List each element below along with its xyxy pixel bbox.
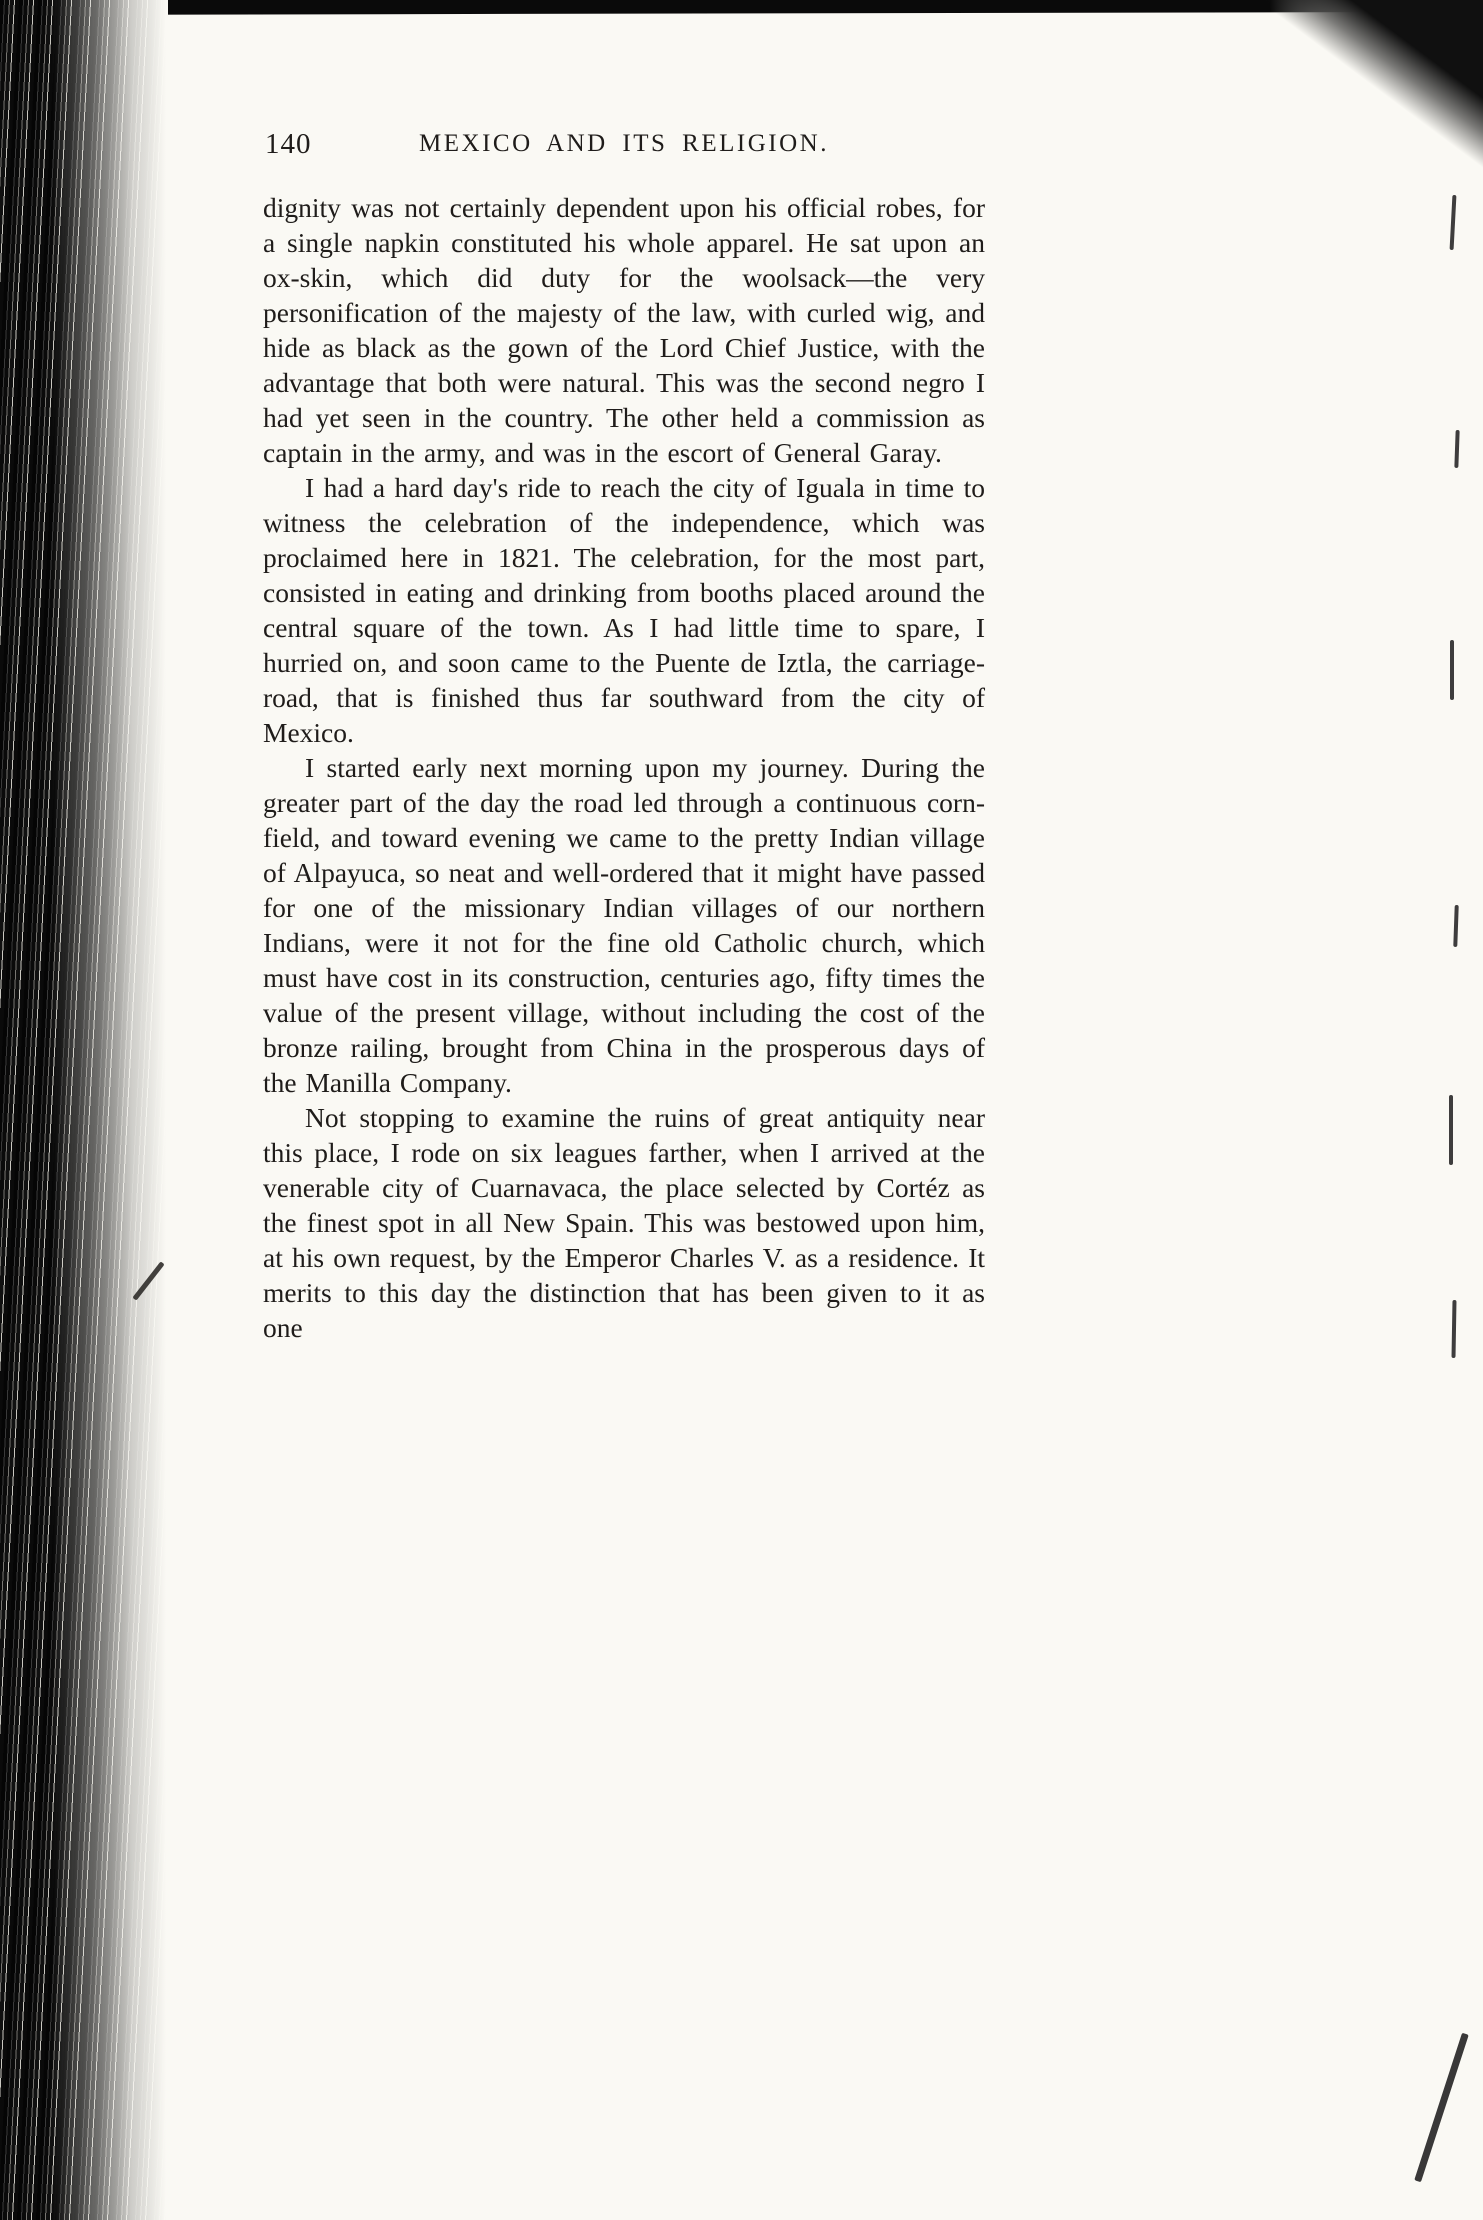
- fore-edge-mark: [1450, 640, 1454, 700]
- fore-edge-mark: [1451, 1300, 1456, 1358]
- fore-edge-mark: [1453, 905, 1458, 947]
- corner-scan-mark: [1414, 2033, 1469, 2183]
- page-number: 140: [265, 128, 312, 160]
- body-paragraph: I had a hard day's ride to reach the city of Iguala in time to witness the celebration of the independence, which was proclaimed here in 1821. The celebration, for the most part, consisted in eating and drinking from booths placed around the central square of the town. As I had little time to spare, I hurried on, and soon came to the Puente de Iztla, the carriage-road, that is finished thus far southward from the city of Mexico.: [263, 472, 985, 748]
- body-paragraph: dignity was not certainly dependent upon his official robes, for a single napkin constituted his whole apparel. He sat upon an ox-skin, which did duty for the woolsack—the very personification of the majesty of the law, with curled wig, and hide as black as the gown of the Lord Chief Justice, with the advantage that both were natural. This was the second negro I had yet seen in the country. The other held a commission as captain in the army, and was in the escort of General Garay.: [263, 192, 985, 468]
- body-paragraph: Not stopping to examine the ruins of great antiquity near this place, I rode on six leagues farther, when I arrived at the venerable city of Cuarnavaca, the place selected by Cortéz as the finest spot in all New Spain. This was bestowed upon him, at his own request, by the Emperor Charles V. as a residence. It merits to this day the distinction that has been given to it as one: [263, 1102, 985, 1343]
- page-corner-shadow: [1248, 0, 1483, 175]
- body-text: [263, 190, 985, 1345]
- page-header: [263, 126, 985, 166]
- book-binding-edge: [0, 0, 168, 2220]
- scan-top-edge: [0, 0, 1365, 15]
- fore-edge-mark: [1450, 195, 1457, 250]
- fore-edge-mark: [1454, 430, 1459, 468]
- running-header: MEXICO AND ITS RELIGION.: [419, 130, 829, 157]
- body-paragraph: I started early next morning upon my journey. During the greater part of the day the road led through a continuous corn-field, and toward evening we came to the pretty Indian village of Alpayuca, so neat and well-ordered that it might have passed for one of the missionary Indian villages of our northern Indians, were it not for the fine old Catholic church, which must have cost in its construction, centuries ago, fifty times the value of the present village, without including the cost of the bronze railing, brought from China in the prosperous days of the Manilla Company.: [263, 752, 985, 1098]
- fore-edge-mark: [1449, 1095, 1453, 1165]
- page-content: [263, 126, 985, 1345]
